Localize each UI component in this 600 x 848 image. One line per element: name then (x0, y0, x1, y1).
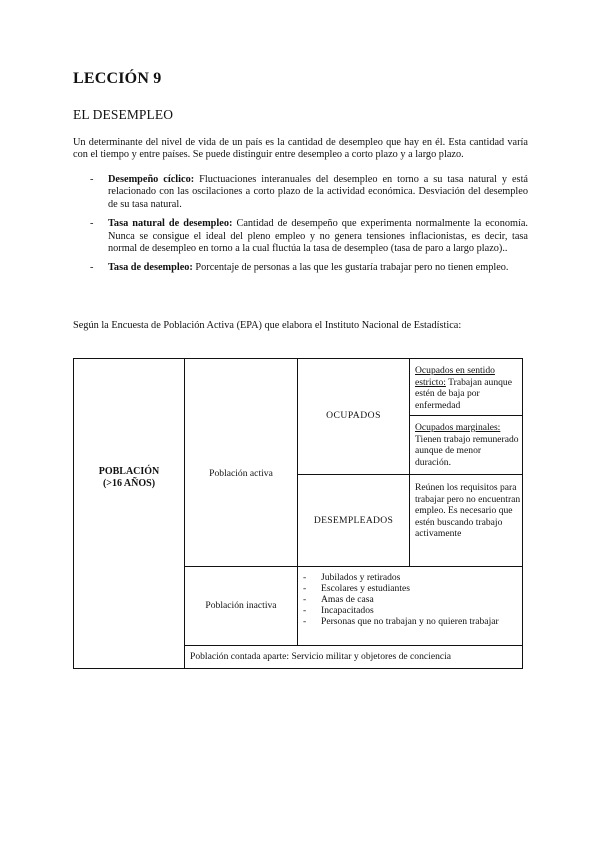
table-divider (409, 415, 523, 416)
contada-aparte-cell: Población contada aparte: Servicio militar y objetores de conciencia (190, 651, 452, 662)
ocupados-marginales-text: Tienen trabajo remunerado aunque de menor duración. (415, 433, 519, 468)
desempleados-cell: DESEMPLEADOS (313, 514, 394, 526)
table-border-bottom (73, 668, 523, 669)
definition-term: Tasa de desempleo: (108, 262, 193, 274)
table-divider (409, 358, 410, 566)
list-item-text: Personas que no trabajan y no quieren trabajar (321, 616, 499, 627)
inactiva-list-cell (301, 572, 519, 644)
population-table (73, 358, 523, 669)
list-item-text: Jubilados y retirados (321, 572, 401, 583)
list-item-text: Incapacitados (321, 605, 374, 616)
list-item (301, 594, 519, 605)
table-border-left (73, 358, 74, 669)
bullet-dash: - (90, 174, 94, 185)
poblacion-cell: POBLACIÓN (>16 AÑOS) (98, 466, 160, 489)
ocupados-estricto-heading: Ocupados en sentido estricto: (415, 365, 495, 388)
ocupados-cell: OCUPADOS (326, 410, 381, 422)
list-item-text: Escolares y estudiantes (321, 583, 410, 594)
source-note: Según la Encuesta de Población Activa (EPA) que elabora el Instituto Nacional de Estadística: (73, 320, 462, 331)
intro-paragraph: Un determinante del nivel de vida de un país es la cantidad de desempleo que hay en él. Esta cantidad varía con el tiempo y entre países. Se puede distinguir entre desempleo a corto plazo y a largo plazo. (73, 137, 528, 161)
bullet-dash: - (90, 218, 94, 230)
bullet-dash: - (303, 572, 307, 583)
table-border-right (522, 358, 523, 669)
list-item (301, 572, 519, 583)
lesson-title: LECCIÓN 9 (73, 70, 162, 87)
ocupados-marginales-heading: Ocupados marginales: (415, 422, 501, 433)
list-item (301, 616, 519, 627)
bullet-dash: - (303, 616, 307, 627)
table-divider (184, 645, 523, 646)
inactiva-list (301, 572, 519, 627)
bullet-dash: - (303, 594, 307, 605)
definition-text: Porcentaje de personas a las que les gustaría trabajar pero no tienen empleo. (192, 262, 509, 274)
ocupados-estricto-cell (415, 365, 519, 415)
definition-item (90, 174, 528, 211)
ocupados-marginales-cell (415, 422, 519, 474)
ocupados-estricto-text: Trabajan aunque estén de baja por enfermedad (415, 376, 512, 411)
bullet-dash: - (303, 583, 307, 594)
desempleados-description: Reúnen los requisitos para trabajar pero no encuentran empleo. Es necesario que estén buscando trabajo activamente (415, 482, 521, 540)
definition-term: Desempeño cíclico: (108, 174, 195, 185)
definition-item (90, 262, 528, 274)
definition-text: Fluctuaciones interanuales del desempleo en torno a su tasa natural y está relacionado con las oscilaciones a corto plazo de la actividad económica. Desviación del desempleo de su tasa natural. (108, 174, 528, 210)
list-item (301, 583, 519, 594)
poblacion-activa-cell: Población activa (209, 468, 273, 480)
section-title: EL DESEMPLEO (73, 107, 174, 122)
list-item (301, 605, 519, 616)
definitions-list (90, 174, 528, 282)
bullet-dash: - (303, 605, 307, 616)
bullet-dash: - (90, 262, 94, 274)
definition-item (90, 218, 528, 255)
definition-text: Cantidad de desempeño que experimenta normalmente la economía. Nunca se consigue el ideal del pleno empleo y no genera tensiones inflacionistas, es decir, tasa normal de desempleo en torno a la cual fluctúa la tasa de desempleo (tasa de paro a largo plazo).. (108, 218, 528, 255)
list-item-text: Amas de casa (321, 594, 374, 605)
poblacion-inactiva-cell: Población inactiva (205, 600, 277, 612)
definition-term: Tasa natural de desempleo: (108, 218, 233, 230)
